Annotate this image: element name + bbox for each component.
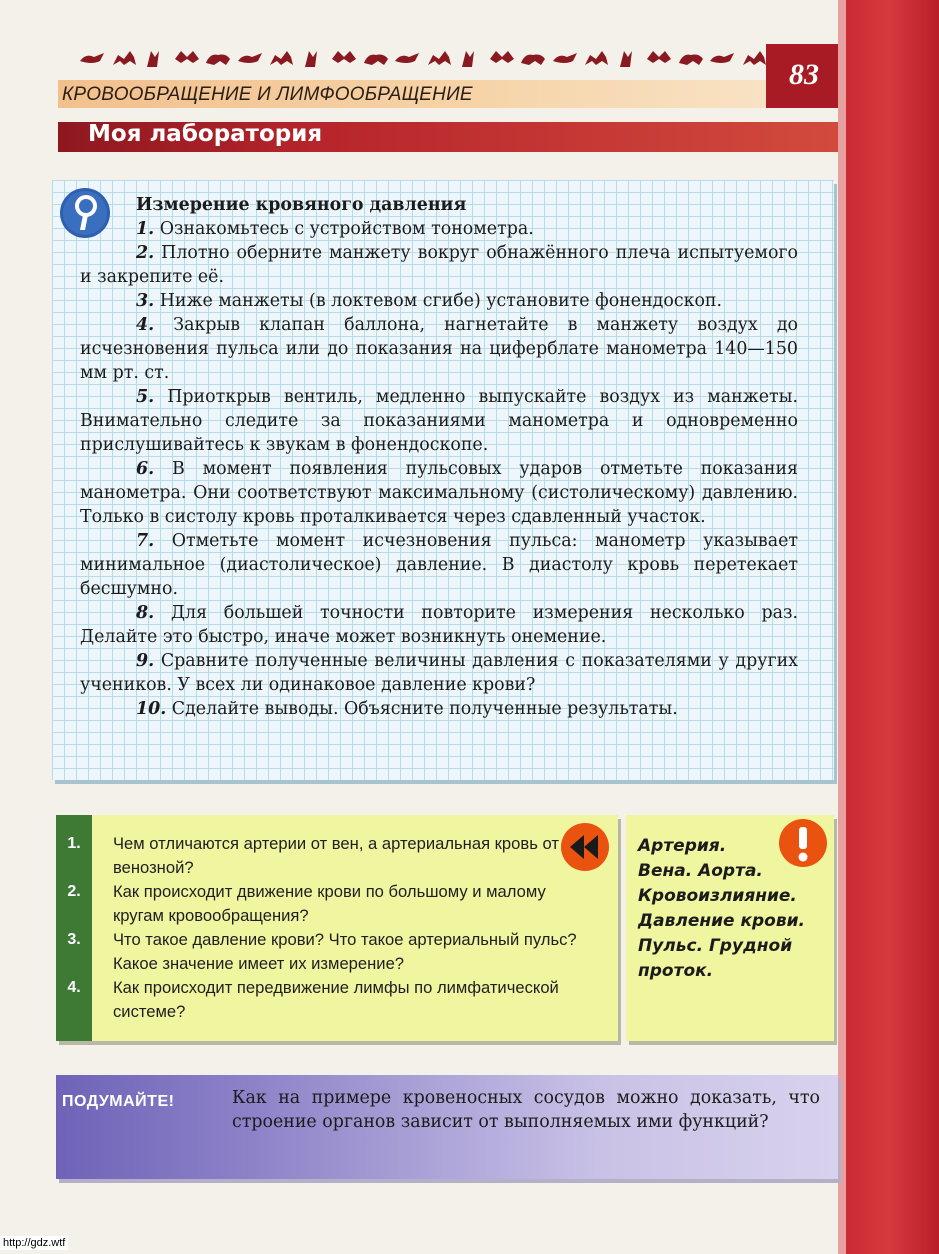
key-term-line: Кровоизлияние. [638,886,797,906]
animal-silhouette-icon [362,47,390,69]
question-number: 1. [67,835,81,852]
question-text: Что такое давление крови? Что такое артериальный пульс? Какое значение имеет их измерение? [113,930,577,973]
lab-step: 10. Сделайте выводы. Объясните полученные результаты. [136,699,678,719]
question-number: 2. [67,883,81,900]
question-number: 4. [67,979,81,996]
lab-step: 1. Ознакомьтесь с устройством тонометра. [136,219,534,239]
lab-instructions [80,193,798,721]
animal-silhouette-icon [677,47,705,69]
chapter-title: КРОВООБРАЩЕНИЕ И ЛИМФООБРАЩЕНИЕ [62,84,473,105]
question-text: Как происходит движение крови по большому и малому кругам кровообращения? [113,882,546,925]
animal-silhouette-icon [645,47,673,69]
animal-silhouette-icon [78,47,106,69]
lab-step: 3. Ниже манжеты (в локтевом сгибе) установите фонендоскоп. [136,291,723,311]
think-question-text: Как на примере кровеносных сосудов можно доказать, что строение органов зависит от выполняемых ими функций? [232,1088,820,1132]
key-term-line: Артерия. [638,836,727,856]
question-number: 3. [67,931,81,948]
lab-step: 5. Приоткрыв вентиль, медленно выпускайте воздух из манжеты. Внимательно следите за показаниями манометра и одновременно прислушивайтесь к звукам в фонендоскопе. [80,387,799,455]
animal-silhouette-icon [236,47,264,69]
animal-silhouette-icon [519,47,547,69]
key-term-line: Давление крови. [638,911,805,931]
think-label: ПОДУМАЙТЕ! [62,1093,175,1110]
page-edge-band [838,0,939,1254]
lab-section-title: Моя лаборатория [88,121,323,147]
animal-silhouette-icon [204,47,232,69]
watermark-url: http://gdz.wtf [0,1236,68,1250]
lab-step: 8. Для большей точности повторите измерения несколько раз. Делайте это быстро, иначе может возникнуть онемение. [80,603,799,647]
question-text: Чем отличаются артерии от вен, а артериальная кровь от венозной? [113,834,559,877]
think-question [232,1086,820,1134]
animal-silhouette-icon [141,47,169,69]
lab-step: 7. Отметьте момент исчезновения пульса: манометр указывает минимальное (диастолическое) давление. В диастолу кровь перетекает бесшумно. [80,531,799,599]
animal-silhouette-icon [488,47,516,69]
animal-silhouette-icon [614,47,642,69]
page-number: 83 [789,58,819,91]
animal-silhouette-icon [299,47,327,69]
animal-silhouette-icon [110,47,138,69]
key-term-line: Вена. Аорта. [638,861,763,881]
lab-step: 6. В момент появления пульсовых ударов отметьте показания манометра. Они соответствуют максимальному (систолическому) давлению. Только в систолу кровь проталкивается через сдавленный участок. [80,459,799,527]
page-edge-highlight [838,0,846,1254]
key-term-line: проток. [638,961,714,981]
lab-step: 2. Плотно оберните манжету вокруг обнажённого плеча испытуемого и закрепите её. [80,243,798,287]
animal-silhouette-icon [267,47,295,69]
animal-silhouette-icon [708,47,736,69]
animal-silhouette-icon [582,47,610,69]
key-terms-list [638,834,838,984]
animal-silhouette-icon [740,47,768,69]
animal-silhouette-icon [393,47,421,69]
animal-silhouette-icon [173,47,201,69]
animal-silhouette-icon [330,47,358,69]
animal-silhouette-icon [551,47,579,69]
animal-silhouette-icon [425,47,453,69]
animal-silhouette-icon [456,47,484,69]
animal-silhouettes-strip [78,42,768,74]
key-term-line: Пульс. Грудной [638,936,793,956]
lab-step: 4. Закрыв клапан баллона, нагнетайте в манжету воздух до исчезновения пульса или до показания на циферблате манометра 140—150 мм рт. ст. [80,315,798,383]
question-text: Как происходит передвижение лимфы по лимфатической системе? [113,978,559,1021]
lab-step: 9. Сравните полученные величины давления с показателями у других учеников. У всех ли одинаковое давление крови? [80,651,798,695]
lab-heading: Измерение кровяного давления [136,195,467,215]
